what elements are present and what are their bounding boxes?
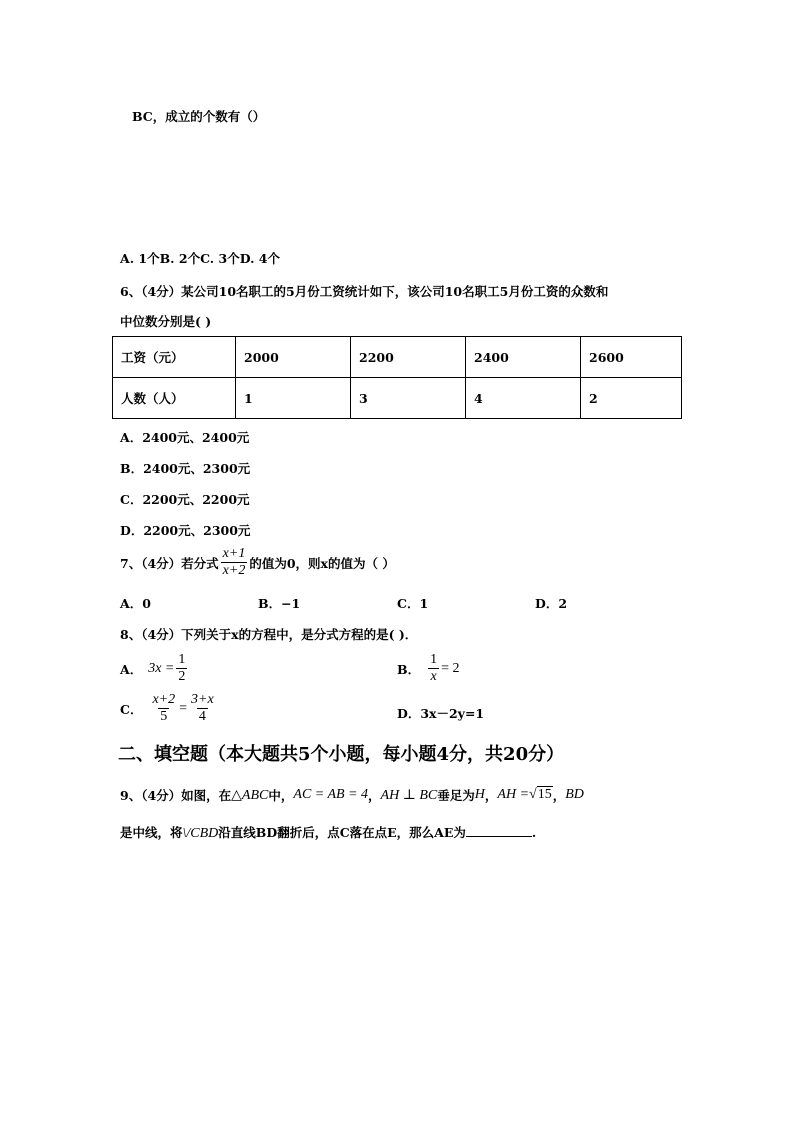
math-expr: AC = AB = 4 [293,787,369,802]
q7-prefix: 7、（4分）若分式 [120,555,219,571]
equation-right: = 2 [441,660,460,676]
option-label: A． [120,661,143,677]
q7-option-c: C．1 [397,596,429,611]
table-cell: 2600 [581,337,682,378]
q9-text: 是中线，将 [120,825,183,840]
q5-options: A. 1个B. 2个C. 3个D. 4个 [120,251,280,266]
q6-option-a: A．2400元、2400元 [120,430,250,445]
table-cell: 2200 [351,337,466,378]
table-cell: 4 [466,378,581,419]
fraction-numerator: x+2 [152,692,176,707]
q6-option-d: D．2200元、2300元 [120,523,251,538]
section-heading: 二、填空题（本大题共5个小题，每小题4分，共20分） [118,744,565,765]
q5-tail-text: BC，成立的个数有（） [132,109,266,124]
q6-option-c: C．2200元、2200元 [120,492,250,507]
q8-option-b [397,652,459,685]
answer-blank[interactable] [466,824,532,837]
math-expr: BD [565,787,584,802]
table-row [113,378,682,419]
fraction-numerator: 3+x [191,692,214,707]
fraction-numerator: 1 [430,652,438,667]
equation-left: 3x = [148,660,175,676]
q9-text: . [531,825,537,840]
q8-stem: 8、（4分）下列关于x的方程中，是分式方程的是( )． [120,627,418,642]
fraction [428,652,439,685]
q7-stem [120,546,395,579]
fraction [176,652,187,685]
q9-text: ， [484,788,498,803]
fraction [189,692,216,725]
math-triangle: \/CBD [182,826,219,841]
q7-option-b: B．−1 [258,596,301,611]
sqrt-expr: √15 [529,787,552,802]
fraction-denominator: x+2 [222,563,246,578]
q8-option-c [120,692,218,725]
option-label: B． [397,661,421,677]
q7-fraction [221,546,248,579]
q9-text: 中， [268,788,294,803]
table-cell: 3 [351,378,466,419]
q9-line2 [120,823,536,842]
fraction-denominator: 2 [178,669,186,684]
q8-option-a [120,652,189,685]
table-cell: 2000 [236,337,351,378]
table-cell: 2 [581,378,682,419]
q7-suffix: 的值为0，则x的值为（ ） [249,555,395,571]
math-expr: H [474,787,485,802]
q9-text: 9、（4分）如图，在 [120,788,232,803]
math-triangle: △ABC [231,787,269,803]
sqrt-radicand: 15 [537,787,552,802]
table-cell: 2400 [466,337,581,378]
wage-table [112,336,682,419]
q6-stem-line1: 6、（4分）某公司10名职工的5月份工资统计如下，该公司10名职工5月份工资的众数和 [120,284,609,299]
fraction [150,692,177,725]
fraction-denominator: 4 [198,709,206,724]
math-expr: AH ⊥ BC [380,787,438,803]
q9-text: 沿直线BD翻折后，点C落在点E，那么AE为 [218,825,466,840]
fraction-denominator: 5 [160,709,168,724]
q7-option-a: A．0 [120,596,151,611]
fraction-denominator: x [430,669,437,684]
table-row [113,337,682,378]
q9-text: ， [368,788,381,803]
table-cell: 人数（人） [113,378,236,419]
q7-option-d: D．2 [535,596,568,611]
q6-option-b: B．2400元、2300元 [120,461,251,476]
math-expr: AH = [497,787,530,802]
fraction-numerator: 1 [178,652,186,667]
table-cell: 工资（元） [113,337,236,378]
q9-text: ， [552,788,566,803]
equals-sign: = [179,700,188,716]
fraction-numerator: x+1 [222,546,246,561]
q9-line1 [120,786,584,804]
table-cell: 1 [236,378,351,419]
q8-option-d: D．3x－2y=1 [397,706,485,721]
q6-stem-line2: 中位数分别是( ) [120,314,212,329]
q9-text: 垂足为 [437,788,475,803]
option-label: C． [120,701,143,717]
